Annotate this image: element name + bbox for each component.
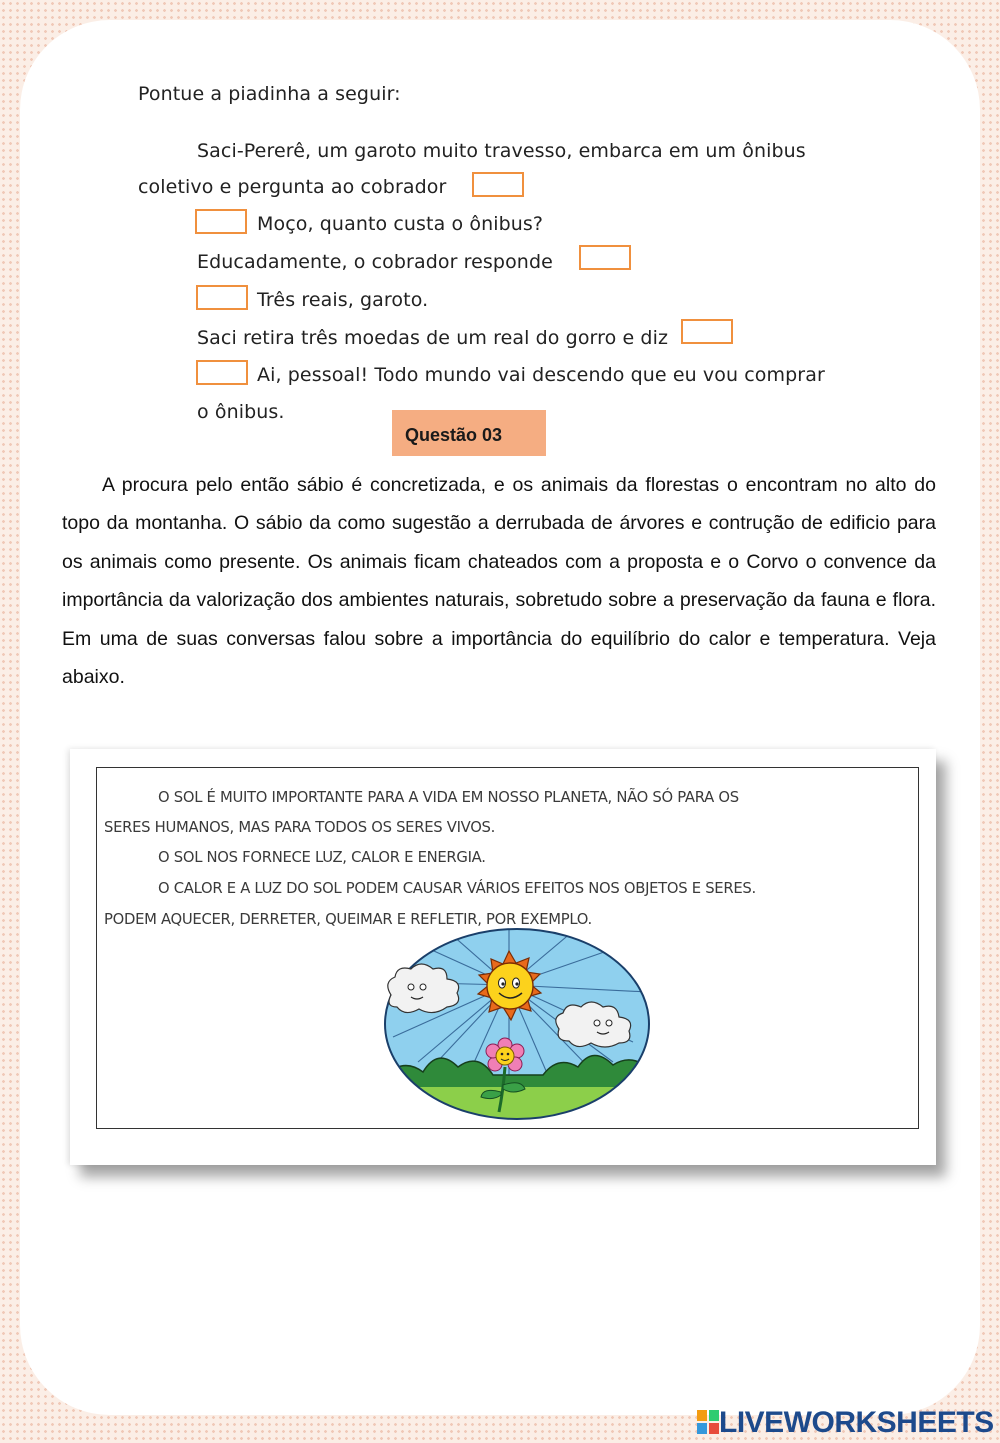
joke-line: o ônibus. (197, 401, 285, 423)
logo-text: LIVEWORKSHEETS (719, 1406, 994, 1439)
info-line: O CALOR E A LUZ DO SOL PODEM CAUSAR VÁRIOS EFEITOS NOS OBJETOS E SERES. (158, 880, 756, 897)
punctuation-blank-4[interactable] (196, 285, 248, 310)
punctuation-blank-5[interactable] (681, 319, 733, 344)
punctuation-blank-1[interactable] (472, 172, 524, 197)
joke-line: Educadamente, o cobrador responde (197, 251, 553, 273)
info-line: PODEM AQUECER, DERRETER, QUEIMAR E REFLETIR, POR EXEMPLO. (104, 911, 592, 928)
passage (62, 466, 936, 696)
lws-logo-icon (697, 1410, 719, 1436)
joke-line: Ai, pessoal! Todo mundo vai descendo que eu vou comprar (257, 364, 825, 386)
punctuation-blank-6[interactable] (196, 360, 248, 385)
sun-landscape-illustration (383, 927, 653, 1121)
info-line: O SOL É MUITO IMPORTANTE PARA A VIDA EM NOSSO PLANETA, NÃO SÓ PARA OS (158, 789, 739, 806)
info-line: O SOL NOS FORNECE LUZ, CALOR E ENERGIA. (158, 849, 486, 866)
joke-line: Moço, quanto custa o ônibus? (257, 213, 544, 235)
instruction-text: Pontue a piadinha a seguir: (138, 83, 401, 105)
punctuation-blank-2[interactable] (195, 209, 247, 234)
joke-line: Saci-Pererê, um garoto muito travesso, embarca em um ônibus (197, 140, 806, 162)
joke-line: Três reais, garoto. (257, 289, 429, 311)
liveworksheets-logo (697, 1406, 994, 1440)
question-badge: Questão 03 (392, 410, 546, 456)
joke-line: coletivo e pergunta ao cobrador (138, 176, 447, 198)
passage-paragraph: A procura pelo então sábio é concretizada, e os animais da florestas o encontram no alto do topo da montanha. O sábio da como sugestão a derrubada de árvores e contrução de edificio para os animais como presente. Os animais ficam chateados com a proposta e o Corvo o convence da importância da valorização dos ambientes naturais, sobretudo sobre a preservação da fauna e flora. Em uma de suas conversas falou sobre a importância do equilíbrio do calor e temperatura. Veja abaixo. (62, 474, 936, 689)
joke-line: Saci retira três moedas de um real do gorro e diz (197, 327, 669, 349)
punctuation-blank-3[interactable] (579, 245, 631, 270)
info-line: SERES HUMANOS, MAS PARA TODOS OS SERES VIVOS. (104, 819, 496, 836)
